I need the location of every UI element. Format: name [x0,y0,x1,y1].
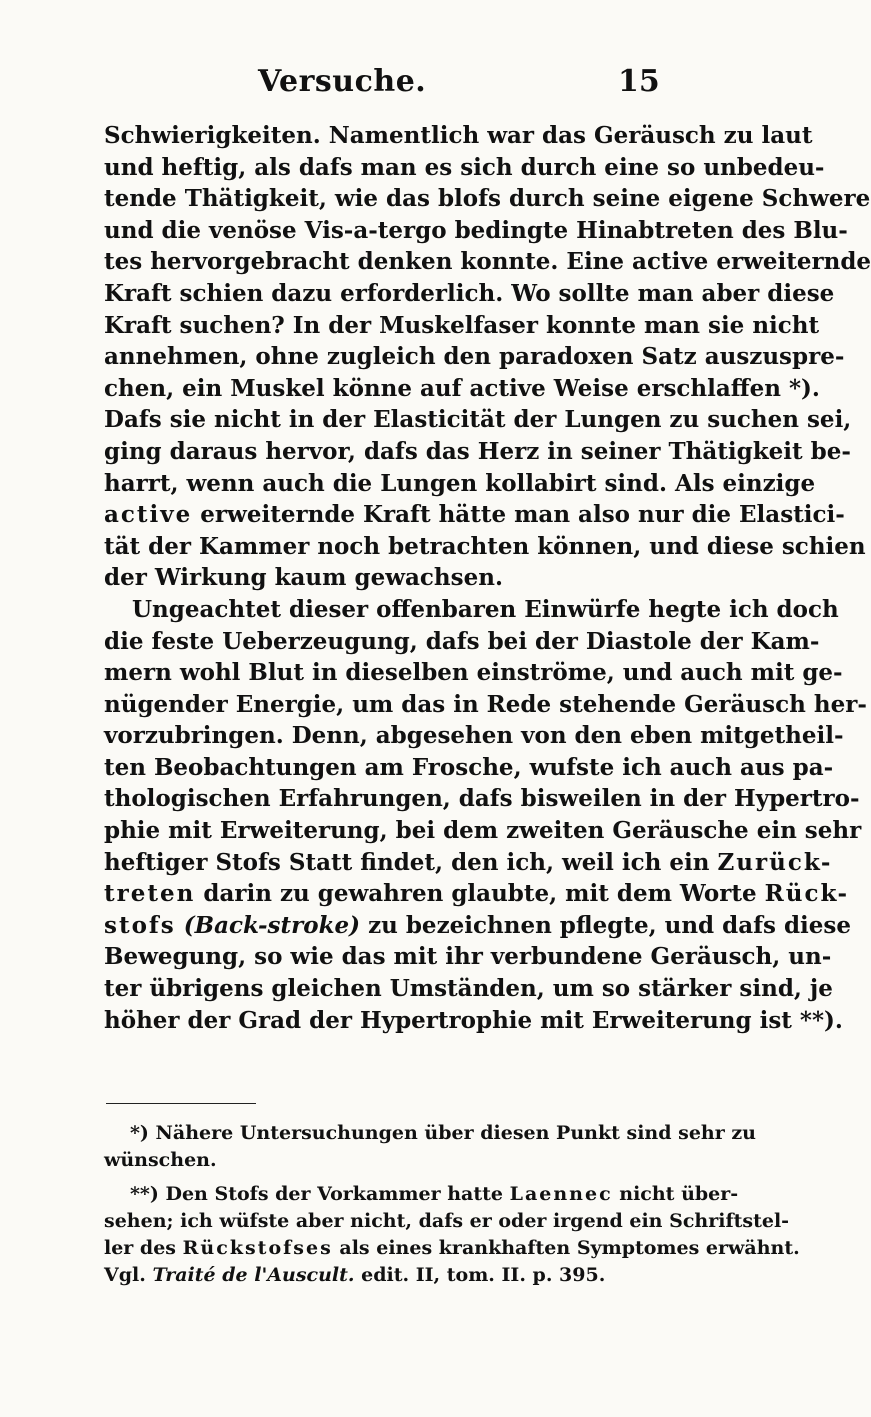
footnote-line [104,1235,800,1262]
footnote-line [104,1181,739,1208]
text-span: Vgl. [104,1264,146,1286]
text-span: erweiternde Kraft hätte man also nur die Elastici- [200,501,845,529]
spaced-word: Rück- [764,880,849,908]
text-line: Ungeachtet dieser offenbaren Einwürfe hegte ich doch [132,595,839,623]
text-span: nicht über- [619,1183,739,1205]
text-line: tende Thätigkeit, wie das blofs durch seine eigene Schwere [104,185,871,213]
text-line: mern wohl Blut in dieselben einströme, und auch mit ge- [104,659,843,687]
text-line [104,878,849,910]
text-line [104,910,852,942]
text-line: Kraft schien dazu erforderlich. Wo sollte man aber diese [104,279,835,307]
text-line: vorzubringen. Denn, abgesehen von den eben mitgetheil- [104,722,844,750]
text-line: Kraft suchen? In der Muskelfaser konnte man sie nicht [104,311,820,339]
footnote-divider [106,1103,256,1104]
text-line: ging daraus hervor, dafs das Herz in seiner Thätigkeit be- [104,437,851,465]
page-header [0,64,800,114]
text-line: der Wirkung kaum gewachsen. [104,564,503,592]
text-line: und die venöse Vis-a-tergo bedingte Hinabtreten des Blu- [104,216,848,244]
spaced-word: Zurück- [717,848,833,876]
footnote-line: sehen; ich wüfste aber nicht, dafs er oder irgend ein Schriftstel- [104,1210,790,1232]
text-line: tes hervorgebracht denken konnte. Eine active erweiternde [104,248,871,276]
running-title: Versuche. [258,64,427,99]
text-span: darin zu gewahren glaubte, mit dem Worte [203,880,757,908]
italic-term: Traité de l'Auscult. [152,1264,355,1286]
text-line: thologischen Erfahrungen, dafs bisweilen in der Hypertro- [104,785,860,813]
spaced-word: stofs [104,911,176,939]
text-line: nügender Energie, um das in Rede stehende Geräusch her- [104,690,867,718]
text-line: tät der Kammer noch betrachten können, und diese schien [104,532,866,560]
text-line: ter übrigens gleichen Umständen, um so stärker sind, je [104,975,833,1003]
text-line: und heftig, als dafs man es sich durch eine so unbedeu- [104,153,825,181]
footnotes [104,1120,800,1289]
text-line: höher der Grad der Hypertrophie mit Erweiterung ist **). [104,1006,843,1034]
text-line: Bewegung, so wie das mit ihr verbundene Geräusch, un- [104,943,832,971]
text-line: Dafs sie nicht in der Elasticität der Lungen zu suchen sei, [104,406,852,434]
page-number: 15 [618,64,660,99]
text-line: annehmen, ohne zugleich den paradoxen Satz auszuspre- [104,343,845,371]
text-line [104,499,845,531]
text-line: harrt, wenn auch die Lungen kollabirt sind. Als einzige [104,469,816,497]
body-text [104,120,871,1036]
text-line: ten Beobachtungen am Frosche, wufste ich auch aus pa- [104,753,834,781]
text-line: chen, ein Muskel könne auf active Weise erschlaffen *). [104,374,820,402]
spaced-word: Laennec [509,1183,613,1205]
text-line [104,847,833,879]
text-line: Schwierigkeiten. Namentlich war das Geräusch zu laut [104,122,813,149]
spaced-word: treten [104,880,196,908]
text-span: zu bezeichnen pflegte, und dafs diese [368,911,852,939]
text-line: phie mit Erweiterung, bei dem zweiten Geräusche ein sehr [104,817,862,845]
footnote-line: wünschen. [104,1149,217,1171]
italic-term: (Back-stroke) [183,911,361,939]
text-span: ler des [104,1237,177,1259]
footnote-line: *) Nähere Untersuchungen über diesen Punkt sind sehr zu [130,1122,756,1144]
text-line: die feste Ueberzeugung, dafs bei der Diastole der Kam- [104,627,820,655]
text-span: heftiger Stofs Statt findet, den ich, weil ich ein [104,848,710,876]
spaced-word: Rückstofses [182,1237,333,1259]
text-span: **) Den Stofs der Vorkammer hatte [130,1183,503,1205]
footnote-line [104,1262,694,1289]
spaced-word: active [104,501,193,529]
text-span: edit. II, tom. II. p. 395. [361,1264,606,1286]
text-span: als eines krankhaften Symptomes erwähnt. [339,1237,800,1259]
